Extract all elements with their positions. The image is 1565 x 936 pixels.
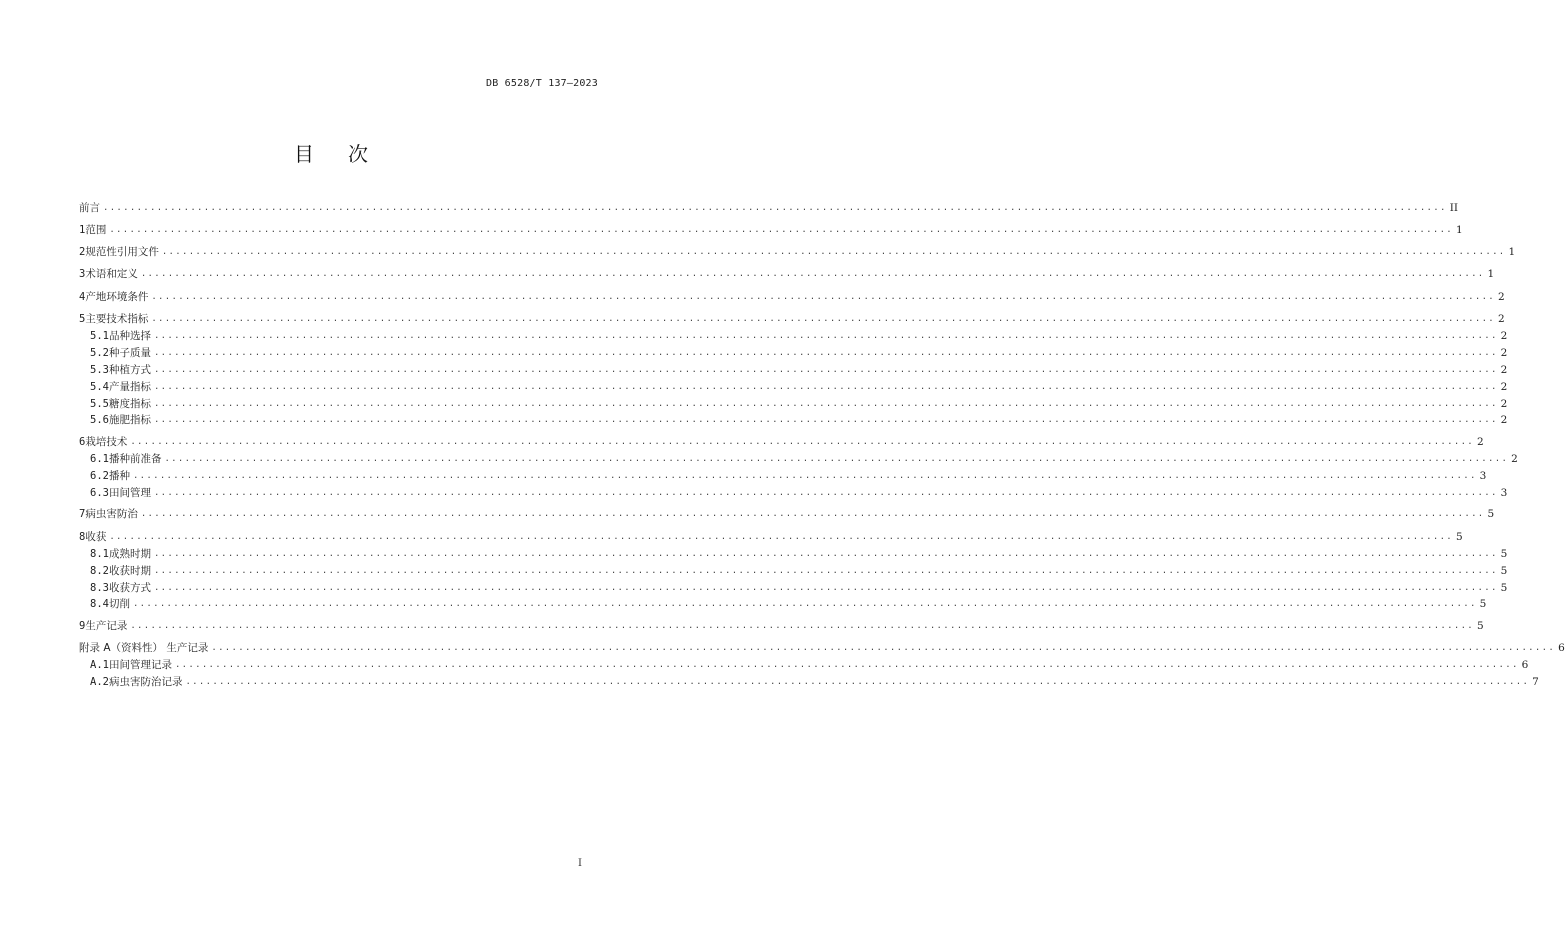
toc-entry[interactable] [79,581,1508,595]
toc-entry[interactable] [79,547,1508,561]
toc-entry[interactable] [79,290,1505,304]
document-code: DB 6528/T 137—2023 [486,78,598,89]
toc-entry-label: 规范性引用文件 [85,246,159,258]
toc-entry-number: 9 [79,620,86,632]
toc-entry-number: 8 [79,531,86,543]
toc-entry[interactable] [79,329,1508,343]
toc-entry[interactable] [79,380,1508,394]
toc-leader-dots: ........................................................................................................................................................................................................ [153,365,1498,375]
toc-entry[interactable] [79,675,1539,689]
toc-leader-dots: ........................................................................................................................................................................................................ [153,583,1498,593]
toc-entry-page: 5 [1479,598,1487,610]
toc-leader-dots: ........................................................................................................................................................................................................ [164,454,1509,464]
toc-entry[interactable] [79,435,1484,449]
toc-entry-page: 2 [1477,436,1484,448]
toc-entry-number: 5.1 [90,330,109,342]
toc-entry-number: 5.6 [90,414,109,426]
toc-entry-label: 术语和定义 [85,268,138,280]
toc-entry-page: 2 [1500,364,1508,376]
toc-entry-label: 切削 [108,598,130,610]
toc-entry-label: 品种选择 [108,330,151,342]
toc-entry-number: 1 [79,224,86,236]
toc-entry-page: 2 [1498,291,1505,303]
toc-leader-dots: ........................................................................................................................................................................................................ [153,415,1498,425]
toc-entry-number: 6.1 [90,453,109,465]
toc-entry[interactable] [79,469,1487,483]
toc-entry[interactable] [79,223,1463,237]
page-number: I [578,858,582,869]
toc-entry-label: 产量指标 [108,381,151,393]
toc-entry[interactable] [79,363,1508,377]
toc-entry-page: 3 [1500,487,1508,499]
toc-leader-dots: ........................................................................................................................................................................................................ [132,471,1477,481]
toc-leader-dots: ........................................................................................................................................................................................................ [109,532,1454,542]
toc-entry-label: 病虫害防治记录 [108,676,183,688]
toc-entry-page: 5 [1456,531,1463,543]
toc-entry-number: 6.2 [90,470,109,482]
toc-entry-page: 6 [1558,642,1565,654]
toc-entry[interactable] [79,486,1508,500]
toc-entry-label: 播种前准备 [108,453,162,465]
toc-entry-page: 2 [1500,414,1508,426]
toc-entry-page: 5 [1487,508,1495,520]
toc-entry[interactable] [79,413,1508,427]
toc-leader-dots: ........................................................................................................................................................................................................ [132,599,1477,609]
toc-leader-dots: ........................................................................................................................................................................................................ [130,437,1475,447]
toc-entry-label: 收获 [85,531,107,543]
toc-entry-number: 5 [79,313,86,325]
toc-entry-label: 播种 [108,470,130,482]
toc-leader-dots: ........................................................................................................................................................................................................ [151,292,1496,302]
toc-entry-page: 2 [1500,330,1508,342]
toc-entry-number: A.1 [90,659,109,671]
toc-entry-label: 收获时期 [108,565,151,577]
toc-entry-page: 6 [1521,659,1529,671]
toc-entry[interactable] [79,346,1508,360]
toc-entry[interactable] [79,597,1487,611]
toc-leader-dots: ........................................................................................................................................................................................................ [153,549,1498,559]
toc-entry-page: 2 [1500,381,1508,393]
toc-entry[interactable] [79,201,1458,215]
toc-entry-label: 成熟时期 [108,548,151,560]
toc-entry-number: 2 [79,246,86,258]
toc-entry-label: 田间管理 [108,487,151,499]
toc-entry[interactable] [79,397,1508,411]
toc-leader-dots: ........................................................................................................................................................................................................ [140,509,1485,519]
toc-leader-dots: ........................................................................................................................................................................................................ [151,314,1496,324]
toc-entry[interactable] [79,452,1518,466]
toc-entry-label: 收获方式 [108,582,151,594]
toc-entry[interactable] [79,507,1495,521]
toc-entry-label: 种植方式 [108,364,151,376]
toc-leader-dots: ........................................................................................................................................................................................................ [153,488,1498,498]
toc-entry-page: 5 [1500,548,1508,560]
toc-entry-page: 5 [1477,620,1484,632]
toc-leader-dots: ........................................................................................................................................................................................................ [140,269,1485,279]
toc-entry-number: 4 [79,291,86,303]
toc-entry-number: A.2 [90,676,109,688]
toc-entry-page: 2 [1500,347,1508,359]
toc-entry-page: 1 [1508,246,1516,258]
toc-entry-page: 2 [1498,313,1505,325]
toc-leader-dots: ........................................................................................................................................................................................................ [211,643,1556,653]
toc-leader-dots: ........................................................................................................................................................................................................ [109,225,1454,235]
toc-leader-dots: ........................................................................................................................................................................................................ [174,660,1519,670]
toc-entry[interactable] [79,530,1463,544]
toc-entry-number: 5.2 [90,347,109,359]
toc-entry-label: 病虫害防治 [85,508,138,520]
toc-entry-label: 糖度指标 [108,398,151,410]
toc-entry-page: 1 [1456,224,1463,236]
toc-entry-number: 5.4 [90,381,109,393]
toc-entry-page: II [1449,202,1458,214]
toc-entry[interactable] [79,312,1505,326]
toc-entry-number: 6 [79,436,86,448]
toc-entry[interactable] [79,267,1495,281]
toc-leader-dots: ........................................................................................................................................................................................................ [130,621,1475,631]
toc-title-char-1: 目 [294,142,314,166]
toc-entry-number: 3 [79,268,86,280]
toc-entry-page: 5 [1500,565,1508,577]
toc-entry-page: 2 [1500,398,1508,410]
toc-entry[interactable] [79,564,1508,578]
toc-entry-label: 施肥指标 [108,414,151,426]
toc-leader-dots: ........................................................................................................................................................................................................ [153,382,1498,392]
toc-entry[interactable] [79,658,1529,672]
toc-title-char-2: 次 [348,142,368,166]
toc-entry-page: 7 [1532,676,1539,688]
toc-leader-dots: ........................................................................................................................................................................................................ [161,247,1506,257]
toc-entry[interactable] [79,619,1484,633]
toc-entry-page: 5 [1500,582,1508,594]
toc-entry-label: 主要技术指标 [85,313,149,325]
toc-entry-label: 种子质量 [108,347,151,359]
toc-leader-dots: ........................................................................................................................................................................................................ [153,399,1498,409]
toc-entry-number: 8.1 [90,548,109,560]
toc-entry-label: 产地环境条件 [85,291,149,303]
toc-entry-page: 1 [1487,268,1495,280]
toc-title [0,138,662,167]
toc-leader-dots: ........................................................................................................................................................................................................ [153,566,1498,576]
toc-entry-number: 8.4 [90,598,109,610]
toc-entry-number: 8.2 [90,565,109,577]
toc-leader-dots: ........................................................................................................................................................................................................ [153,331,1498,341]
toc-entry-number: 6.3 [90,487,109,499]
toc-entry-page: 3 [1479,470,1487,482]
toc-entry[interactable] [79,641,1565,655]
toc-entry-label: 栽培技术 [85,436,128,448]
toc-entry-page: 2 [1511,453,1518,465]
toc-leader-dots: ........................................................................................................................................................................................................ [153,348,1498,358]
toc-entry-label: 生产记录 [85,620,128,632]
toc-leader-dots: ........................................................................................................................................................................................................ [103,203,1447,213]
toc-entry-label: 前言 [79,202,100,214]
toc-entry-label: 范围 [85,224,107,236]
toc-entry-number: 7 [79,508,86,520]
toc-entry[interactable] [79,245,1516,259]
toc-entry-label: 附录 A（资料性） 生产记录 [79,642,209,654]
toc-entry-number: 5.5 [90,398,109,410]
toc-entry-number: 5.3 [90,364,109,376]
toc-leader-dots: ........................................................................................................................................................................................................ [185,677,1530,687]
toc-entry-number: 8.3 [90,582,109,594]
toc-entry-label: 田间管理记录 [108,659,172,671]
